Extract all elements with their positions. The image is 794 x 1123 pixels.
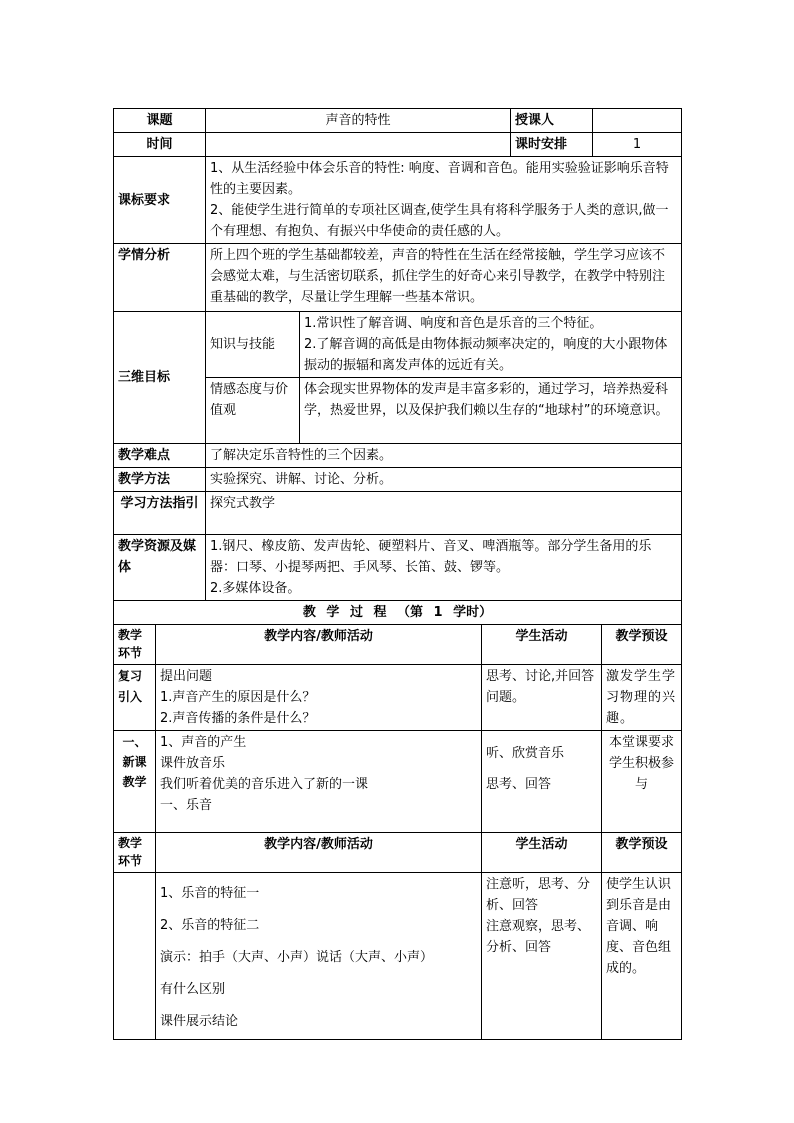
segment-header-repeat: 教学环节 [114, 833, 156, 873]
objectives-label: 三维目标 [114, 312, 206, 444]
teacher-label: 授课人 [511, 109, 593, 133]
content-features [156, 873, 482, 1040]
process-title: 教 学 过 程 （第 1 学时） [114, 601, 682, 625]
content-line: 2、乐音的特征二 [160, 918, 260, 933]
standards-line: 1、从生活经验中体会乐音的特性: 响度、音调和音色。能用实验验证影响乐音特性的主要因素。 [210, 161, 669, 197]
knowledge-line: 1.常识性了解音调、响度和音色是乐音的三个特征。 [304, 316, 603, 331]
content-line: 我们听着优美的音乐进入了新的一课 [160, 777, 369, 792]
student-line: 注意听，思考、分析、回答 [486, 877, 591, 913]
content-line: 有什么区别 [160, 982, 226, 997]
learning-analysis-label: 学情分析 [114, 244, 206, 312]
student-header: 学生活动 [482, 625, 602, 665]
standards-line: 2、能使学生进行简单的专项社区调查,使学生具有将科学服务于人类的意识,做一个有理想、有抱负、有振兴中华使命的责任感的人。 [210, 203, 669, 239]
time-label: 时间 [114, 133, 206, 157]
student-header-repeat: 学生活动 [482, 833, 602, 873]
content-review [156, 665, 482, 731]
preset-header: 教学预设 [602, 625, 682, 665]
standards-text [206, 157, 682, 244]
content-line: 1、声音的产生 [160, 735, 247, 750]
student-features [482, 873, 602, 1040]
hours-label: 课时安排 [511, 133, 593, 157]
resources-line: 1.钢尺、橡皮筋、发声齿轮、硬塑料片、音叉、啤酒瓶等。部分学生备用的乐器：口琴、小提琴两把、手风琴、长笛、鼓、锣等。 [210, 539, 652, 575]
preset-header-repeat: 教学预设 [602, 833, 682, 873]
content-line: 课件展示结论 [160, 1014, 239, 1029]
student-line: 注意观察，思考、分析、回答 [486, 919, 591, 955]
lesson-info-table [113, 108, 682, 601]
knowledge-text [300, 312, 682, 378]
study-method-label: 学习方法指引 [114, 492, 206, 535]
content-line: 提出问题 [160, 669, 213, 684]
preset-new-lesson: 本堂课要求学生积极参与 [602, 731, 682, 833]
time-value [206, 133, 511, 157]
content-header-repeat: 教学内容/教师活动 [156, 833, 482, 873]
student-line: 听、欣赏音乐 [486, 746, 565, 761]
subject-value: 声音的特性 [206, 109, 511, 133]
content-header: 教学内容/教师活动 [156, 625, 482, 665]
emotion-text: 体会现实世界物体的发声是丰富多彩的，通过学习，培养热爱科学，热爱世界，以及保护我们赖以生存的“地球村”的环境意识。 [300, 378, 682, 444]
segment-new-lesson: 一、新课教学 [114, 731, 156, 833]
standards-label: 课标要求 [114, 157, 206, 244]
content-line: 一、乐音 [160, 798, 213, 813]
learning-analysis-text: 所上四个班的学生基础都较差，声音的特性在生活在经常接触，学生学习应该不会感觉太难，与生活密切联系，抓住学生的好奇心来引导教学，在教学中特别注重基础的教学，尽量让学生理解一些基本常识。 [206, 244, 682, 312]
preset-features: 使学生认识到乐音是由音调、响度、音色组成的。 [602, 873, 682, 1040]
content-line: 课件放音乐 [160, 756, 226, 771]
student-new-lesson [482, 731, 602, 833]
preset-review: 激发学生学习物理的兴趣。 [602, 665, 682, 731]
teaching-process-table [113, 600, 682, 1040]
teacher-value [593, 109, 682, 133]
study-method-text: 探究式教学 [206, 492, 682, 535]
emotion-label: 情感态度与价值观 [206, 378, 300, 444]
content-line: 2.声音传播的条件是什么？ [160, 711, 316, 726]
lesson-plan-page [113, 108, 681, 1040]
difficulty-label: 教学难点 [114, 444, 206, 468]
hours-value: 1 [593, 133, 682, 157]
content-line: 1、乐音的特征一 [160, 886, 260, 901]
segment-review: 复习引入 [114, 665, 156, 731]
segment-blank [114, 873, 156, 1040]
content-line: 演示：拍手（大声、小声）说话（大声、小声） [160, 950, 434, 965]
resources-text [206, 535, 682, 601]
student-review: 思考、讨论,并回答问题。 [482, 665, 602, 731]
resources-line: 2.多媒体设备。 [210, 581, 301, 596]
method-text: 实验探究、讲解、讨论、分析。 [206, 468, 682, 492]
knowledge-label: 知识与技能 [206, 312, 300, 378]
segment-header: 教学环节 [114, 625, 156, 665]
student-line: 思考、回答 [486, 777, 552, 792]
subject-label: 课题 [114, 109, 206, 133]
resources-label: 教学资源及媒体 [114, 535, 206, 601]
method-label: 教学方法 [114, 468, 206, 492]
difficulty-text: 了解决定乐音特性的三个因素。 [206, 444, 682, 468]
content-new-lesson [156, 731, 482, 833]
content-line: 1.声音产生的原因是什么？ [160, 690, 316, 705]
knowledge-line: 2.了解音调的高低是由物体振动频率决定的，响度的大小跟物体振动的振辐和离发声体的远近有关。 [304, 337, 668, 373]
